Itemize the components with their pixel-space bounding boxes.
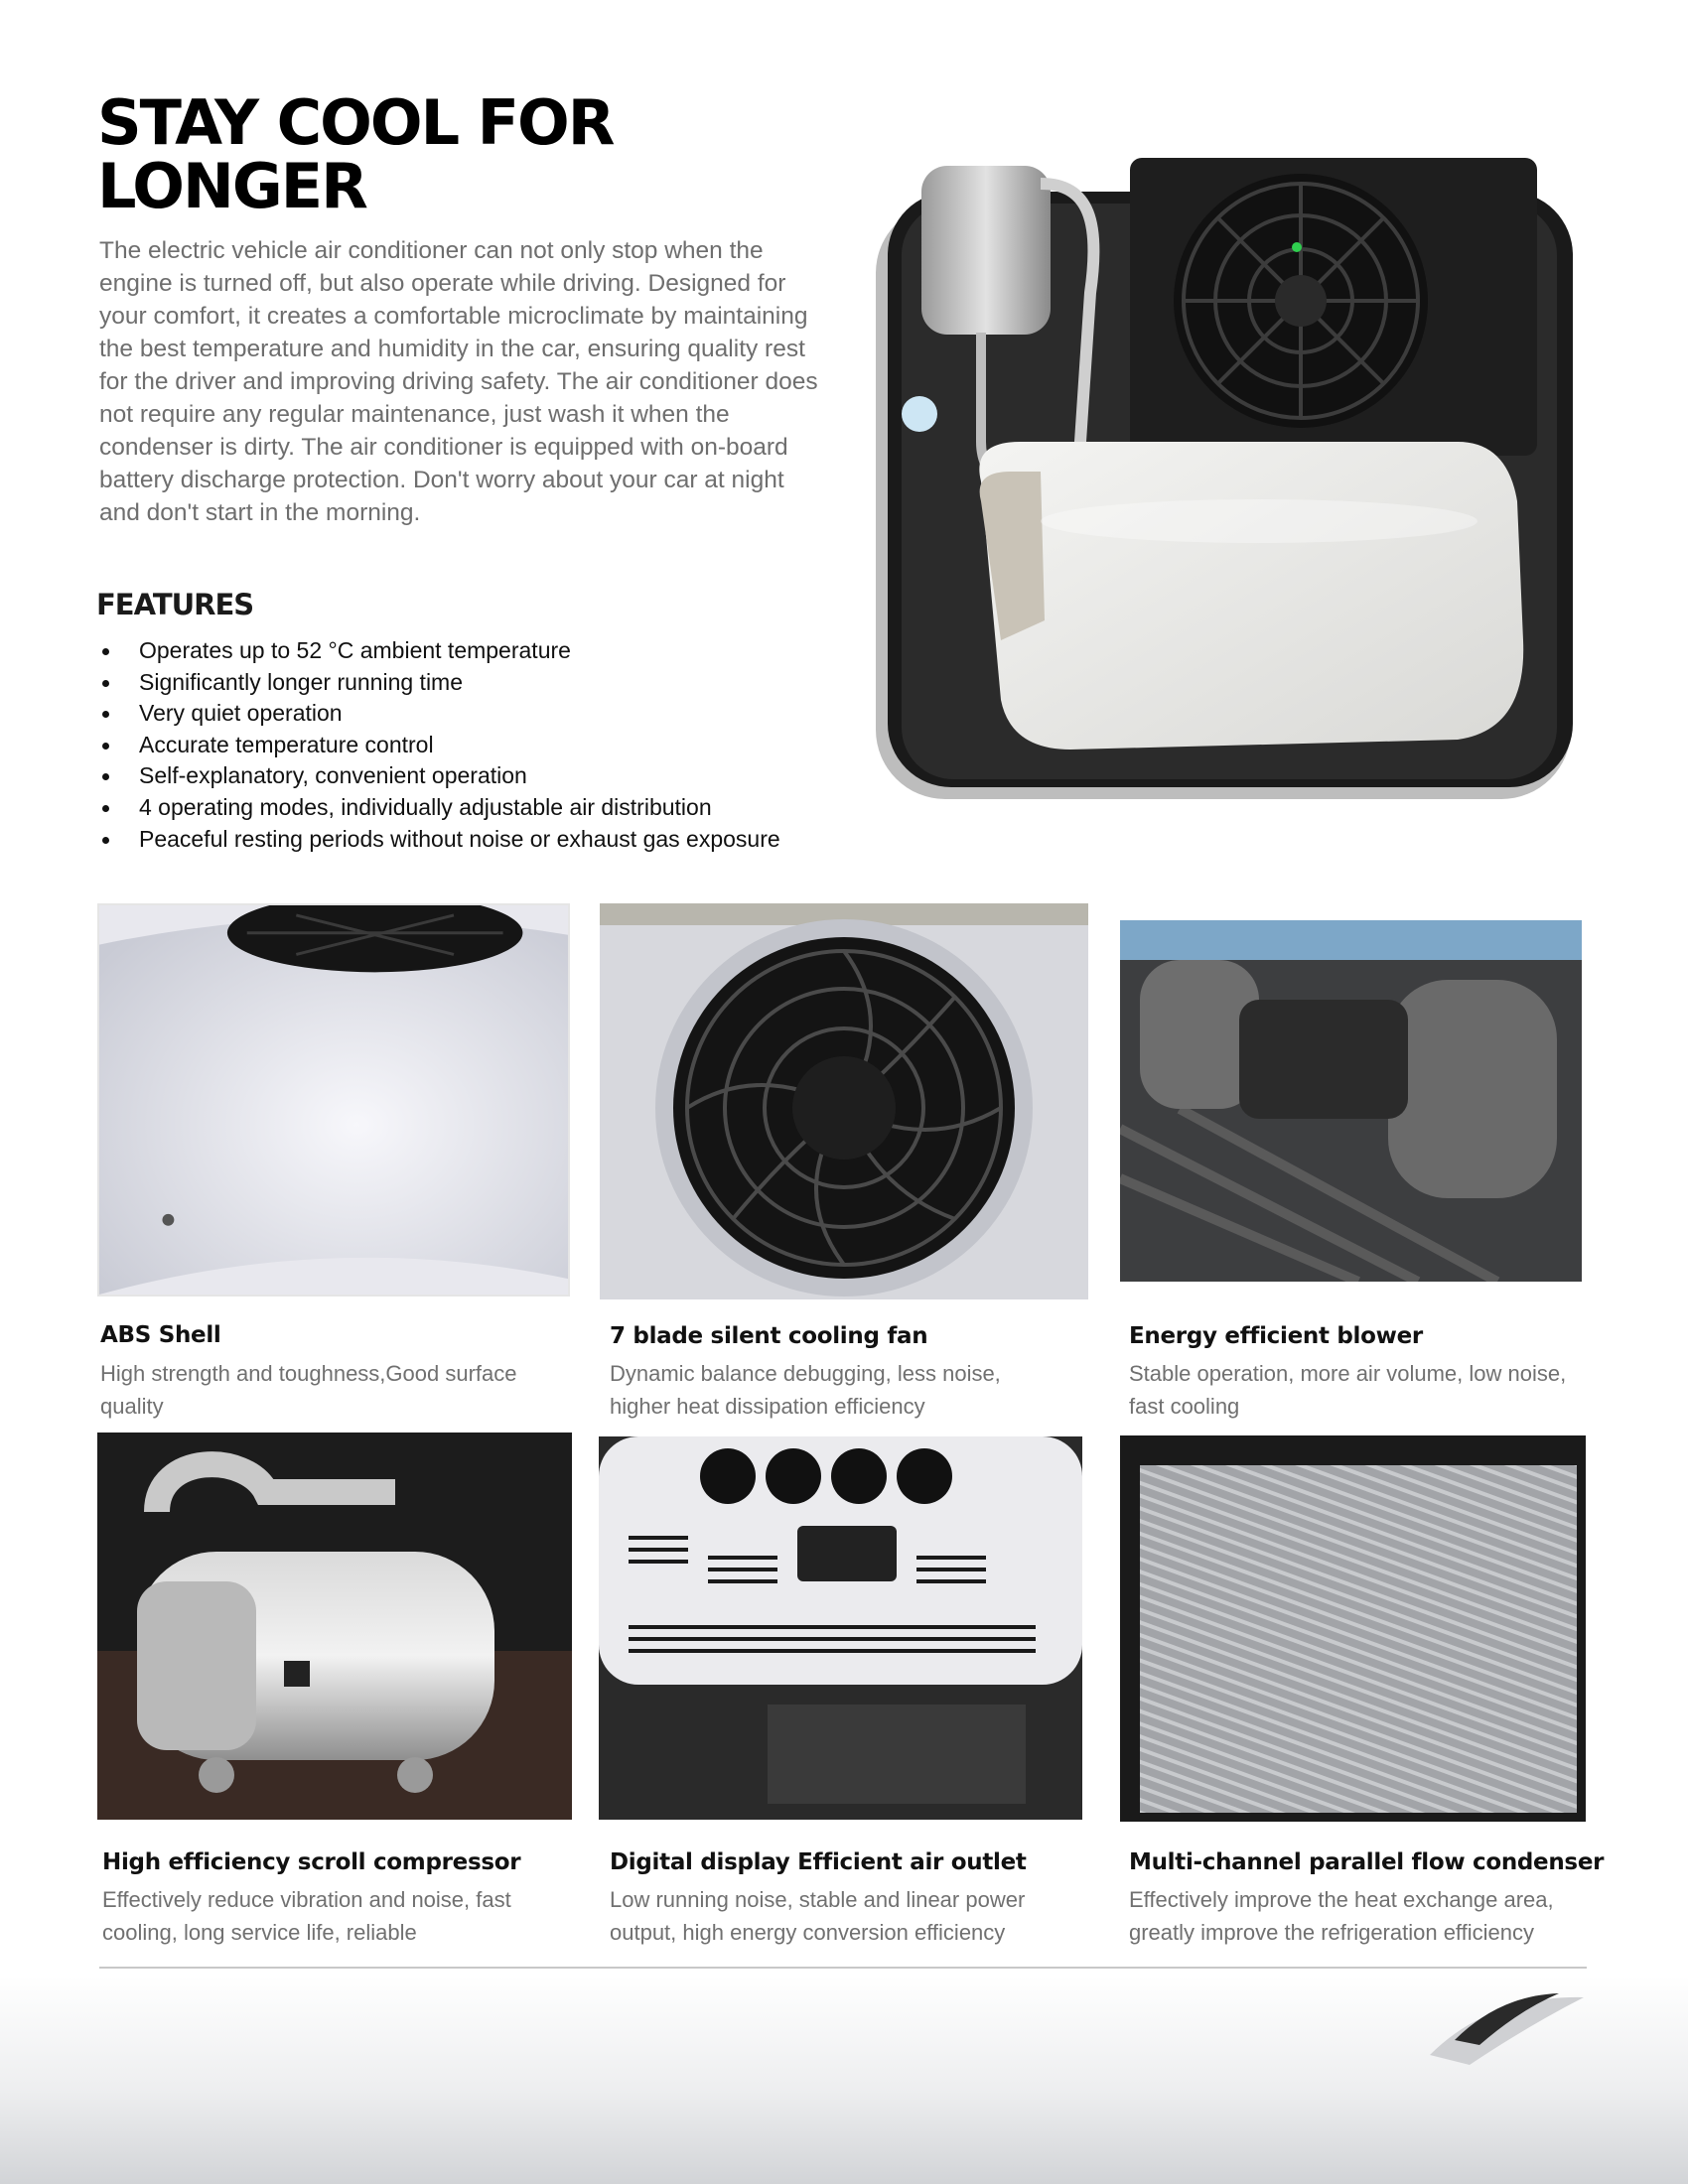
intro-paragraph: The electric vehicle air conditioner can not only stop when the engine is turned off, but also operate while driving. Designed for your comfort, it creates a comfortable microclimate by maintaining the best temperature and humidity in the car, ensuring quality rest for the driver and improving driving safety. The air conditioner does not require any regular maintenance, just wash it when the condenser is dirty. The air conditioner is equipped with on-board battery discharge protection. Don't worry about your car at night and don't start in the morning.: [99, 237, 818, 526]
feature-item: Operates up to 52 °C ambient temperature: [97, 635, 852, 667]
blower-illustration: [1120, 920, 1582, 1282]
condenser-illustration: [1120, 1435, 1586, 1822]
card-title-abs-shell: ABS Shell: [100, 1322, 221, 1348]
air-conditioner-unit-illustration: [862, 144, 1587, 811]
feature-item: Self-explanatory, convenient operation: [97, 760, 852, 792]
brand-logo-icon: [1410, 1985, 1589, 2065]
abs-shell-image: [97, 903, 570, 1297]
feature-item: Peaceful resting periods without noise or exhaust gas exposure: [97, 824, 852, 856]
compressor-illustration: [97, 1433, 572, 1820]
card-desc-blower: Stable operation, more air volume, low noise, fast cooling: [1129, 1361, 1567, 1419]
abs-shell-illustration: [99, 905, 568, 1295]
card-title-compressor: High efficiency scroll compressor: [102, 1849, 521, 1875]
card-title-condenser: Multi-channel parallel flow condenser: [1129, 1849, 1605, 1875]
feature-item: Significantly longer running time: [97, 667, 852, 699]
card-desc-cooling-fan: Dynamic balance debugging, less noise, higher heat dissipation efficiency: [610, 1361, 1001, 1419]
features-list: [97, 635, 852, 855]
feature-item: Accurate temperature control: [97, 730, 852, 761]
air-outlet-illustration: [599, 1436, 1082, 1820]
air-outlet-image: [599, 1436, 1082, 1820]
card-desc-air-outlet: Low running noise, stable and linear power output, high energy conversion efficiency: [610, 1887, 1026, 1945]
cooling-fan-illustration: [600, 903, 1088, 1299]
card-title-cooling-fan: 7 blade silent cooling fan: [610, 1323, 928, 1349]
card-desc-condenser: Effectively improve the heat exchange area, greatly improve the refrigeration efficiency: [1129, 1887, 1554, 1945]
divider: [99, 1967, 1587, 1969]
condenser-image: [1120, 1435, 1586, 1822]
card-desc-compressor: Effectively reduce vibration and noise, fast cooling, long service life, reliable: [102, 1887, 511, 1945]
hero-product-image: [862, 144, 1587, 811]
page-title: STAY COOL FOR LONGER: [97, 86, 614, 222]
card-title-air-outlet: Digital display Efficient air outlet: [610, 1849, 1027, 1875]
feature-item: 4 operating modes, individually adjustable air distribution: [97, 792, 852, 824]
blower-image: [1120, 920, 1582, 1282]
card-title-blower: Energy efficient blower: [1129, 1323, 1423, 1349]
feature-item: Very quiet operation: [97, 698, 852, 730]
card-desc-abs-shell: High strength and toughness,Good surface quality: [100, 1361, 517, 1419]
compressor-image: [97, 1433, 572, 1820]
cooling-fan-image: [600, 903, 1088, 1299]
features-heading: FEATURES: [96, 588, 254, 621]
